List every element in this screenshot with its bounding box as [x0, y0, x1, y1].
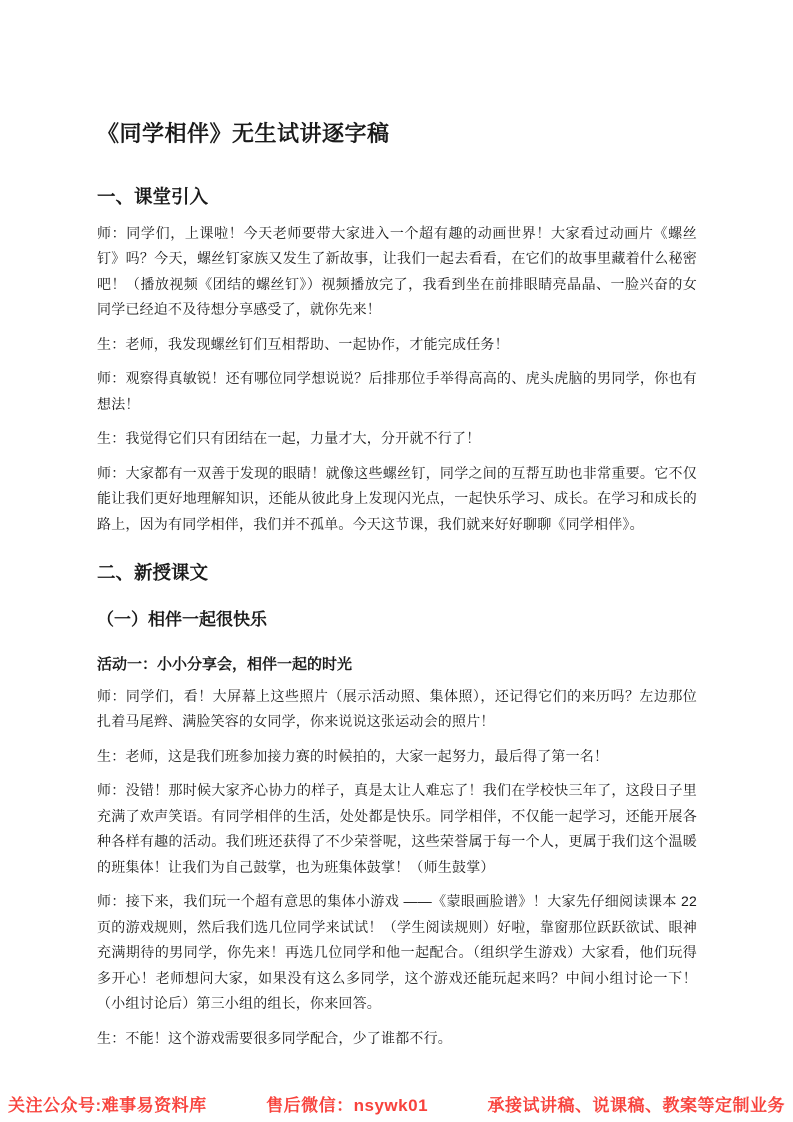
- paragraph-student: 生：老师，这是我们班参加接力赛的时候拍的，大家一起努力，最后得了第一名！: [97, 747, 609, 764]
- paragraph-student: 生：我觉得它们只有团结在一起，力量才大，分开就不行了！: [97, 430, 481, 447]
- paragraph-teacher: 师：没错！那时候大家齐心协力的样子，真是太让人难忘了！我们在学校快三年了，这段日子里充满了欢声笑语。有同学相伴的生活，处处都是快乐。同学相伴，不仅能一起学习，还能开展各种各样有趣的活动。我们班还获得了不少荣誉呢，这些荣誉属于每一个人，更属于我们这个温暖的班集体！让我们为自己鼓掌，也为班集体鼓掌！（师生鼓掌）: [97, 782, 697, 875]
- paragraph-teacher: 师：接下来，我们玩一个超有意思的集体小游戏 ——《蒙眼画脸谱》！大家先仔细阅读课本 22 页的游戏规则，然后我们选几位同学来试试！（学生阅读规则）好啦，靠窗那位跃跃欲试、眼神充满期待的男同学，你先来！再选几位同学和他一起配合。（组织学生游戏）大家看，他们玩得多开心！老师想问大家，如果没有这么多同学，这个游戏还能玩起来吗？中间小组讨论一下！（小组讨论后）第三小组的组长，你来回答。: [97, 893, 697, 1012]
- section-heading-new-lesson: 二、新授课文: [97, 562, 209, 584]
- paragraph-teacher: 师：观察得真敏锐！还有哪位同学想说说？后排那位手举得高高的、虎头虎脑的男同学，你也有想法！: [97, 370, 697, 412]
- paragraph-teacher: 师：同学们，看！大屏幕上这些照片（展示活动照、集体照），还记得它们的来历吗？左边那位扎着马尾辫、满脸笑容的女同学，你来说说这张运动会的照片！: [97, 687, 697, 730]
- footer-official-account: 关注公众号:难事易资料库: [8, 1096, 207, 1115]
- page-title: 《同学相伴》无生试讲逐字稿: [97, 121, 390, 146]
- footer-banner: [8, 1091, 785, 1116]
- subsection-heading: （一）相伴一起很快乐: [97, 610, 267, 630]
- section-heading-intro: 一、课堂引入: [97, 185, 209, 207]
- paragraph-teacher: 师：同学们，上课啦！今天老师要带大家进入一个超有趣的动画世界！大家看过动画片《螺丝钉》吗？今天，螺丝钉家族又发生了新故事，让我们一起去看看，在它们的故事里藏着什么秘密吧！（播放视频《团结的螺丝钉》）视频播放完了，我看到坐在前排眼睛亮晶晶、一脸兴奋的女同学已经迫不及待想分享感受了，就你先来！: [97, 224, 697, 318]
- footer-wechat-contact: 售后微信：nsywk01: [266, 1096, 429, 1115]
- paragraph-teacher: 师：大家都有一双善于发现的眼睛！就像这些螺丝钉，同学之间的互帮互助也非常重要。它不仅能让我们更好地理解知识，还能从彼此身上发现闪光点，一起快乐学习、成长。在学习和成长的路上，因为有同学相伴，我们并不孤单。今天这节课，我们就来好好聊聊《同学相伴》。: [97, 464, 697, 532]
- footer-services: 承接试讲稿、说课稿、教案等定制业务: [487, 1096, 785, 1115]
- activity-heading: 活动一：小小分享会，相伴一起的时光: [97, 656, 353, 674]
- paragraph-student: 生：不能！这个游戏需要很多同学配合，少了谁都不行。: [97, 1029, 452, 1046]
- paragraph-student: 生：老师，我发现螺丝钉们互相帮助、一起协作，才能完成任务！: [97, 335, 509, 352]
